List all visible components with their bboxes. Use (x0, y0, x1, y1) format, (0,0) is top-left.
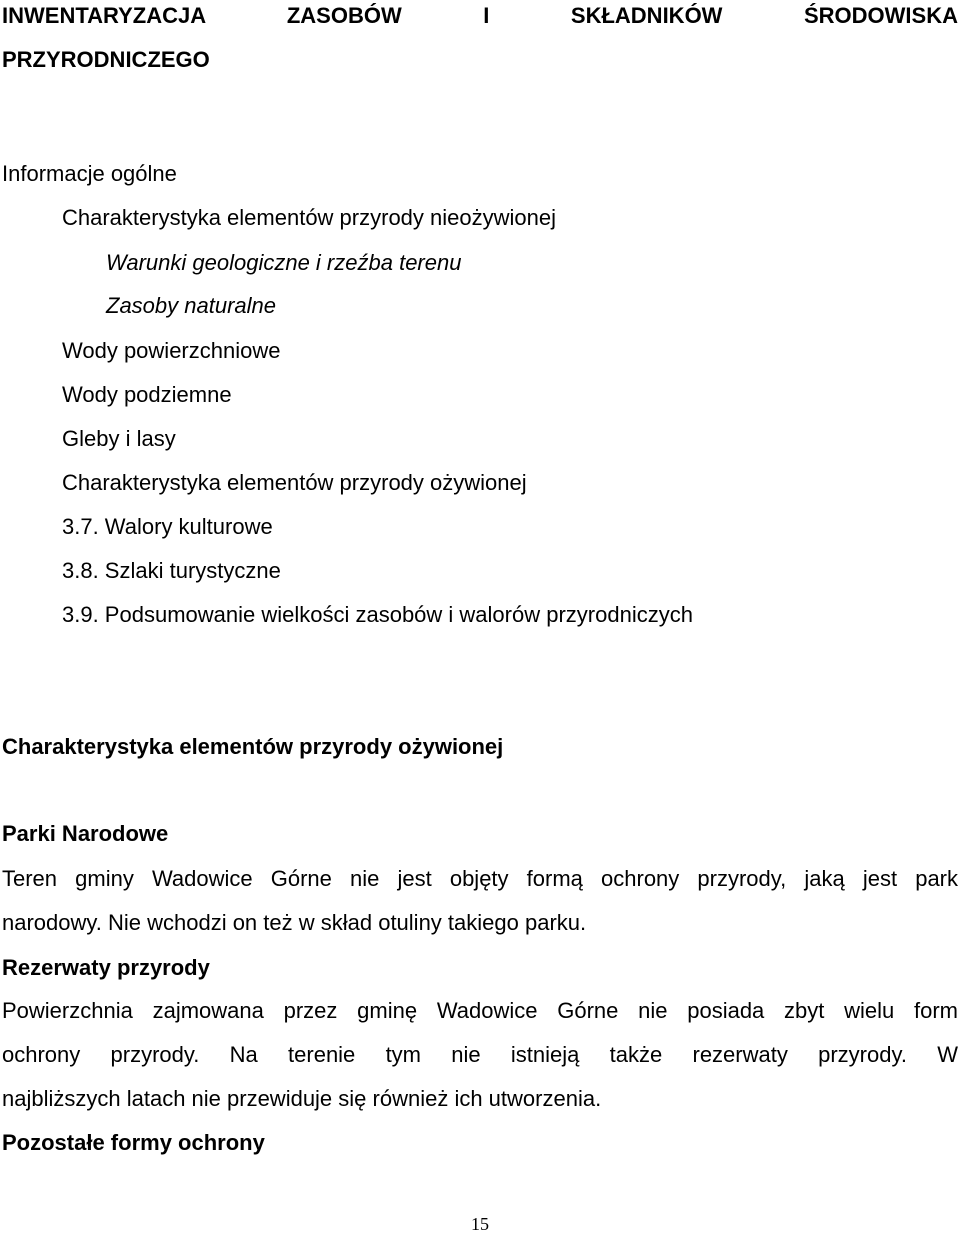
subsection-heading-parks: Parki Narodowe (2, 821, 169, 846)
title-word: I (483, 3, 490, 28)
document-title-line1 (2, 3, 958, 29)
title-word: ZASOBÓW (286, 3, 402, 28)
paragraph-line: ochrony przyrody. Na terenie tym nie istnieją także rezerwaty przyrody. W (2, 1042, 958, 1067)
toc-entry: Wody powierzchniowe (62, 338, 281, 363)
toc-entry: Wody podziemne (62, 382, 232, 407)
toc-entry: Warunki geologiczne i rzeźba terenu (106, 250, 462, 275)
paragraph-line: Teren gminy Wadowice Górne nie jest objęty formą ochrony przyrody, jaką jest park (2, 866, 958, 891)
paragraph-line: najbliższych latach nie przewiduje się również ich utworzenia. (2, 1086, 602, 1111)
toc-entry: Zasoby naturalne (106, 293, 276, 318)
toc-entry: Informacje ogólne (2, 161, 177, 186)
toc-entry: Charakterystyka elementów przyrody nieożywionej (62, 205, 556, 230)
toc-entry: 3.8. Szlaki turystyczne (62, 558, 281, 583)
title-word: SKŁADNIKÓW (570, 3, 723, 28)
toc-entry: Gleby i lasy (62, 426, 176, 451)
section-heading: Charakterystyka elementów przyrody ożywionej (2, 734, 504, 759)
document-title-line2: PRZYRODNICZEGO (2, 47, 210, 72)
page-number: 15 (471, 1214, 489, 1234)
paragraph-line: narodowy. Nie wchodzi on też w skład otuliny takiego parku. (2, 910, 587, 935)
toc-entry: Charakterystyka elementów przyrody ożywionej (62, 470, 527, 495)
paragraph-line: Powierzchnia zajmowana przez gminę Wadowice Górne nie posiada zbyt wielu form (2, 998, 958, 1023)
title-word: ŚRODOWISKA (803, 3, 958, 28)
subsection-heading-other: Pozostałe formy ochrony (2, 1130, 265, 1155)
title-word: INWENTARYZACJA (2, 3, 206, 28)
toc-entry: 3.7. Walory kulturowe (62, 514, 273, 539)
toc-entry: 3.9. Podsumowanie wielkości zasobów i walorów przyrodniczych (62, 602, 693, 627)
subsection-heading-reserves: Rezerwaty przyrody (2, 955, 210, 980)
